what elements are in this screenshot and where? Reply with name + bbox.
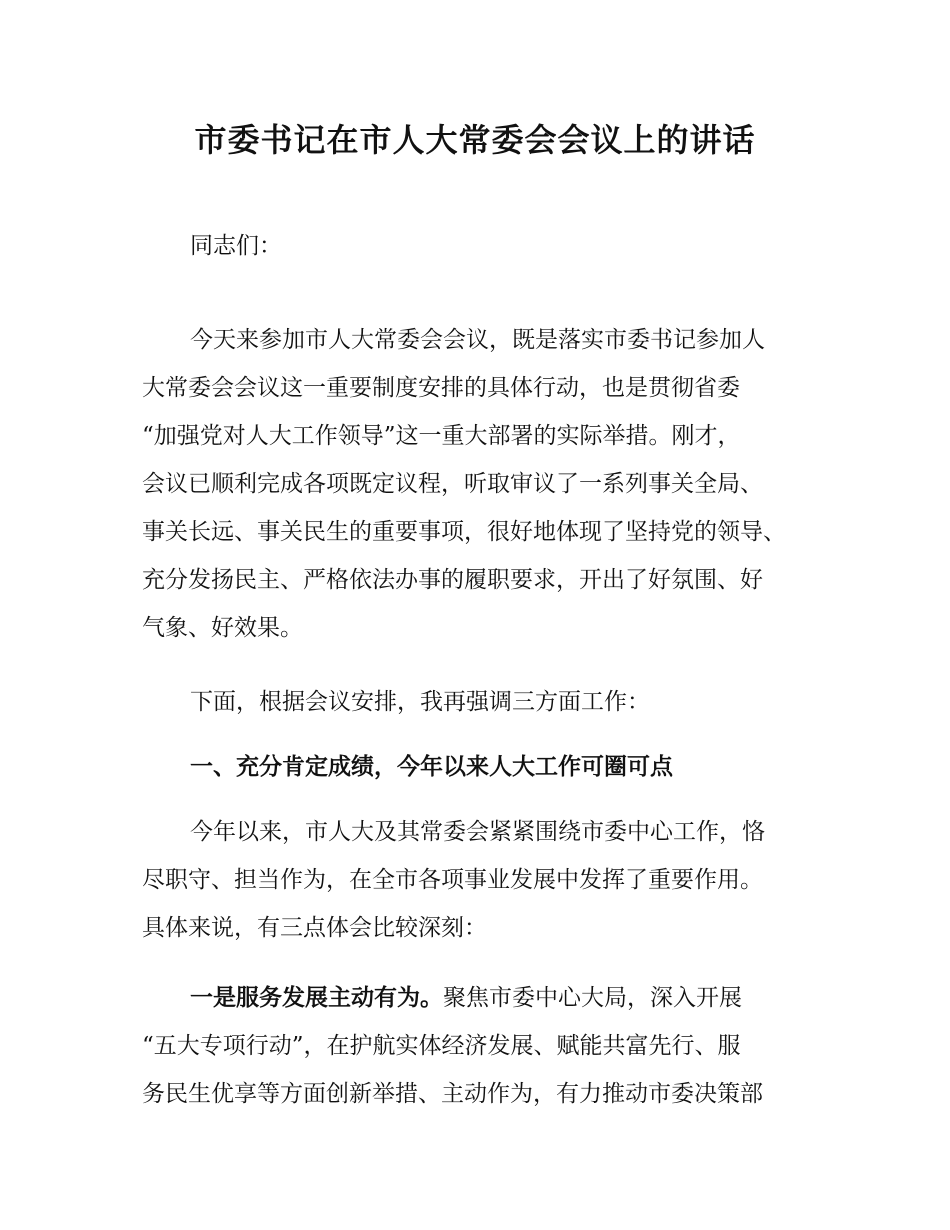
section-1-heading: 一、充分肯定成绩，今年以来人大工作可圈可点 (190, 754, 673, 780)
paragraph-1-line-5: 事关长远、事关民生的重要事项，很好地体现了坚持党的领导、 (142, 519, 786, 545)
paragraph-1-line-2: 大常委会会议这一重要制度安排的具体行动，也是贯彻省委 (142, 375, 740, 401)
paragraph-3-line-2: 尽职守、担当作为，在全市各项事业发展中发挥了重要作用。 (142, 867, 763, 893)
paragraph-4-lead: 一是服务发展主动有为。 (190, 985, 443, 1011)
paragraph-1-line-3: “加强党对人大工作领导”这一重大部署的实际举措。刚才， (142, 423, 741, 449)
paragraph-4-line-3: 务民生优享等方面创新举措、主动作为，有力推动市委决策部 (142, 1081, 763, 1107)
paragraph-3-line-3: 具体来说，有三点体会比较深刻： (142, 915, 487, 941)
paragraph-3-line-1: 今年以来，市人大及其常委会紧紧围绕市委中心工作，恪 (190, 819, 765, 845)
paragraph-4-text: 聚焦市委中心大局，深入开展 (443, 985, 742, 1011)
paragraph-1-line-4: 会议已顺利完成各项既定议程，听取审议了一系列事关全局、 (142, 471, 763, 497)
paragraph-1-line-1: 今天来参加市人大常委会会议，既是落实市委书记参加人 (190, 327, 765, 353)
salutation: 同志们： (190, 233, 282, 259)
document-title: 市委书记在市人大常委会会议上的讲话 (194, 121, 756, 159)
paragraph-1-line-6: 充分发扬民主、严格依法办事的履职要求，开出了好氛围、好 (142, 567, 763, 593)
paragraph-1-line-7: 气象、好效果。 (142, 615, 303, 641)
paragraph-4-line-2: “五大专项行动”，在护航实体经济发展、赋能共富先行、服 (142, 1033, 741, 1059)
paragraph-4-line-1 (190, 974, 870, 1022)
paragraph-2: 下面，根据会议安排，我再强调三方面工作： (190, 689, 650, 715)
